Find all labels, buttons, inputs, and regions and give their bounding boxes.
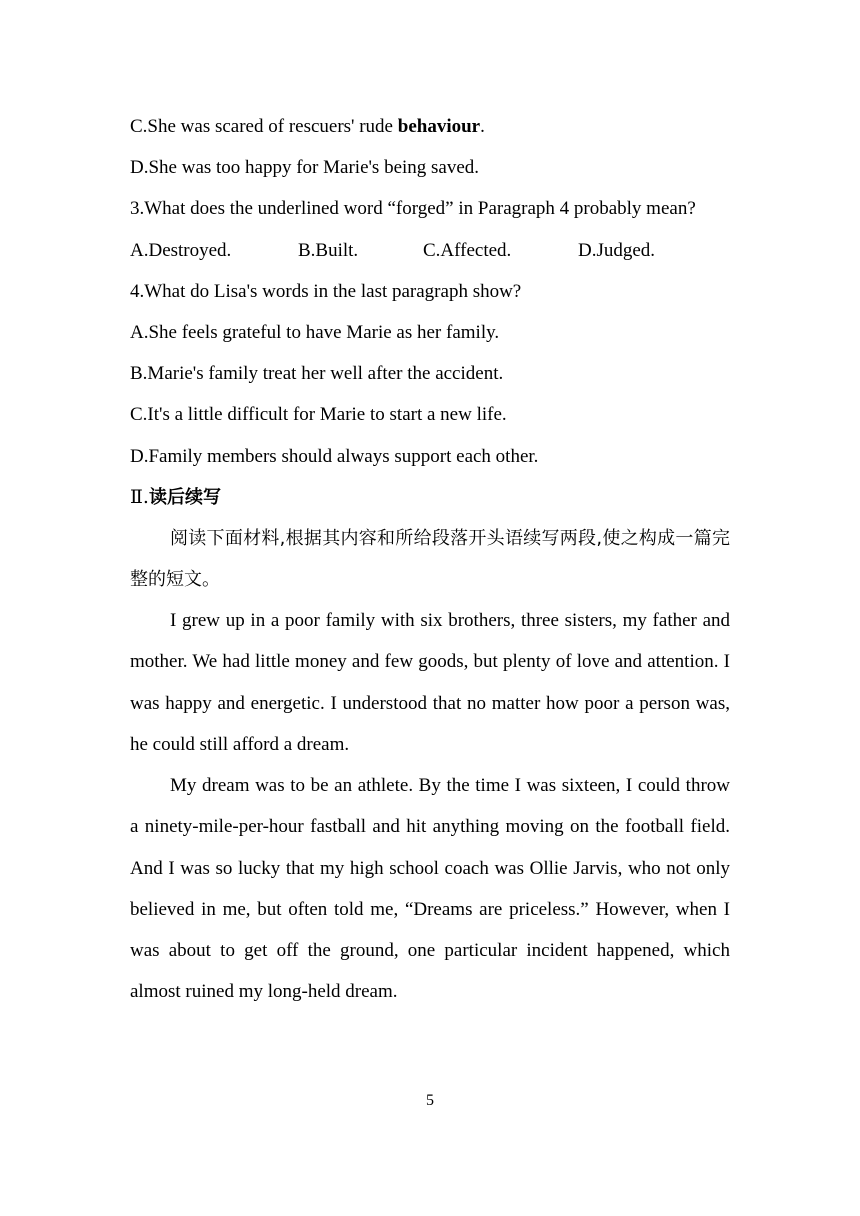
q4-option-b: B.Marie's family treat her well after the accident.	[130, 363, 504, 385]
q2-option-c-period: .	[480, 116, 485, 137]
q3-option-c: C.Affected.	[423, 239, 512, 261]
page-number: 5	[426, 1092, 434, 1109]
q4-stem: 4.What do Lisa's words in the last paragraph show?	[130, 280, 522, 302]
q3-stem: 3.What does the underlined word “forged” in Paragraph 4 probably mean?	[130, 198, 696, 220]
q3-option-b: B.Built.	[298, 239, 359, 261]
story-paragraph-2: My dream was to be an athlete. By the time I was sixteen, I could throw a ninety-mile-per-hour fastball and hit anything moving on the football field. And I was so lucky that my high school coach was Ollie Jarvis, who not only believed in me, but often told me, “Dreams are priceless.” However, when I was about to get off the ground, one particular incident happened, which almost ruined my long-held dream.	[130, 775, 730, 1003]
page-content	[130, 106, 730, 1012]
q2-option-d: D.She was too happy for Marie's being saved.	[130, 157, 480, 179]
section-title: 读后续写	[148, 486, 221, 508]
q4-option-c: C.It's a little difficult for Marie to start a new life.	[130, 404, 507, 426]
story-paragraph-1: I grew up in a poor family with six brothers, three sisters, my father and mother. We had little money and few goods, but plenty of love and attention. I was happy and energetic. I understood that no matter how poor a person was, he could still afford a dream.	[130, 610, 730, 755]
q3-option-a: A.Destroyed.	[130, 239, 232, 261]
q4-option-a: A.She feels grateful to have Marie as her family.	[130, 321, 500, 343]
section-heading	[130, 477, 730, 518]
q3-options	[130, 230, 730, 271]
q2-option-c	[130, 106, 730, 147]
q2-option-c-bold-word: behaviour	[397, 116, 481, 137]
q4-option-d: D.Family members should always support each other.	[130, 445, 539, 467]
q3-option-d: D.Judged.	[578, 239, 656, 261]
section-number: Ⅱ.	[130, 485, 149, 508]
q2-option-c-text: C.She was scared of rescuers' rude	[130, 116, 398, 137]
section-instruction: 阅读下面材料,根据其内容和所给段落开头语续写两段,使之构成一篇完整的短文。	[130, 527, 730, 591]
